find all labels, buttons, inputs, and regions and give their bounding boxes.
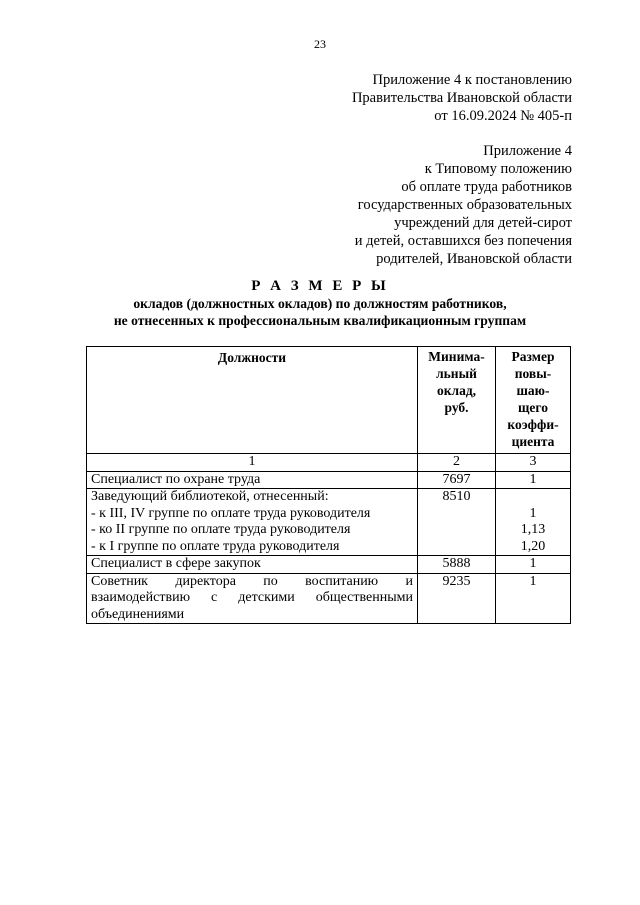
column-number-row <box>87 454 571 472</box>
coefficient-cell: 1 <box>496 471 571 489</box>
column-number: 1 <box>87 454 418 472</box>
appendix-regulation-line: об оплате труда работников <box>401 179 572 195</box>
column-number: 3 <box>496 454 571 472</box>
position-line: Заведующий библиотекой, отнесенный: <box>91 489 329 504</box>
header-line: шаю- <box>516 383 550 398</box>
appendix-regulation-line: к Типовому положению <box>424 161 572 177</box>
header-line: повы- <box>514 366 552 381</box>
header-line: коэффи- <box>507 417 559 432</box>
header-line: оклад, <box>436 383 477 398</box>
header-line: Минима- <box>428 349 485 364</box>
header-line: Размер <box>511 349 555 364</box>
heading-title: Р А З М Е Р Ы <box>251 278 389 294</box>
appendix-resolution-line: от 16.09.2024 № 405-п <box>434 108 572 124</box>
position-cell: Советник директора по воспитанию и взаимодействию с детскими общественными объединениями <box>87 573 418 624</box>
salary-table <box>86 346 571 624</box>
appendix-resolution-line: Приложение 4 к постановлению <box>372 72 572 88</box>
salary-cell: 8510 <box>418 489 496 556</box>
salary-cell: 7697 <box>418 471 496 489</box>
header-coefficient <box>496 347 571 454</box>
salary-cell: 9235 <box>418 573 496 624</box>
position-cell: Специалист в сфере закупок <box>87 556 418 574</box>
coefficient-line: 1 <box>529 505 537 521</box>
coefficient-cell: 1 <box>496 556 571 574</box>
position-cell <box>87 489 418 556</box>
appendix-regulation-line: и детей, оставшихся без попечения <box>354 233 572 249</box>
header-line: льный <box>436 366 477 381</box>
coefficient-cell <box>496 489 571 556</box>
appendix-resolution-line: Правительства Ивановской области <box>351 90 572 106</box>
table-row <box>87 471 571 489</box>
coefficient-line: 1,20 <box>520 538 546 554</box>
table-row <box>87 489 571 556</box>
header-line: руб. <box>444 400 469 415</box>
position-cell: Специалист по охране труда <box>87 471 418 489</box>
header-min-salary <box>418 347 496 454</box>
appendix-resolution-block <box>352 71 572 125</box>
document-heading <box>0 278 640 329</box>
header-position: Должности <box>87 347 418 454</box>
table-row <box>87 573 571 624</box>
heading-subtitle-line-2: не отнесенных к профессиональным квалификационным группам <box>113 313 527 328</box>
appendix-regulation-line: Приложение 4 <box>483 143 572 159</box>
appendix-regulation-line: родителей, Ивановской области <box>376 251 572 267</box>
position-line: - к I группе по оплате труда руководителя <box>91 538 340 554</box>
position-line: - к III, IV группе по оплате труда руководителя <box>91 505 371 521</box>
coefficient-line: 1,13 <box>520 522 546 537</box>
header-line: щего <box>518 400 548 415</box>
table-row <box>87 556 571 574</box>
heading-subtitle-line-1: окладов (должностных окладов) по должностям работников, <box>133 296 507 311</box>
position-line: - ко II группе по оплате труда руководителя <box>91 522 351 537</box>
appendix-regulation-line: учреждений для детей-сирот <box>394 215 572 231</box>
table-header-row <box>87 347 571 454</box>
coefficient-cell: 1 <box>496 573 571 624</box>
page-number: 23 <box>314 37 326 51</box>
appendix-regulation-line: государственных образовательных <box>357 197 572 213</box>
salary-cell: 5888 <box>418 556 496 574</box>
appendix-regulation-block <box>355 142 572 268</box>
header-line: циента <box>511 434 555 449</box>
column-number: 2 <box>418 454 496 472</box>
